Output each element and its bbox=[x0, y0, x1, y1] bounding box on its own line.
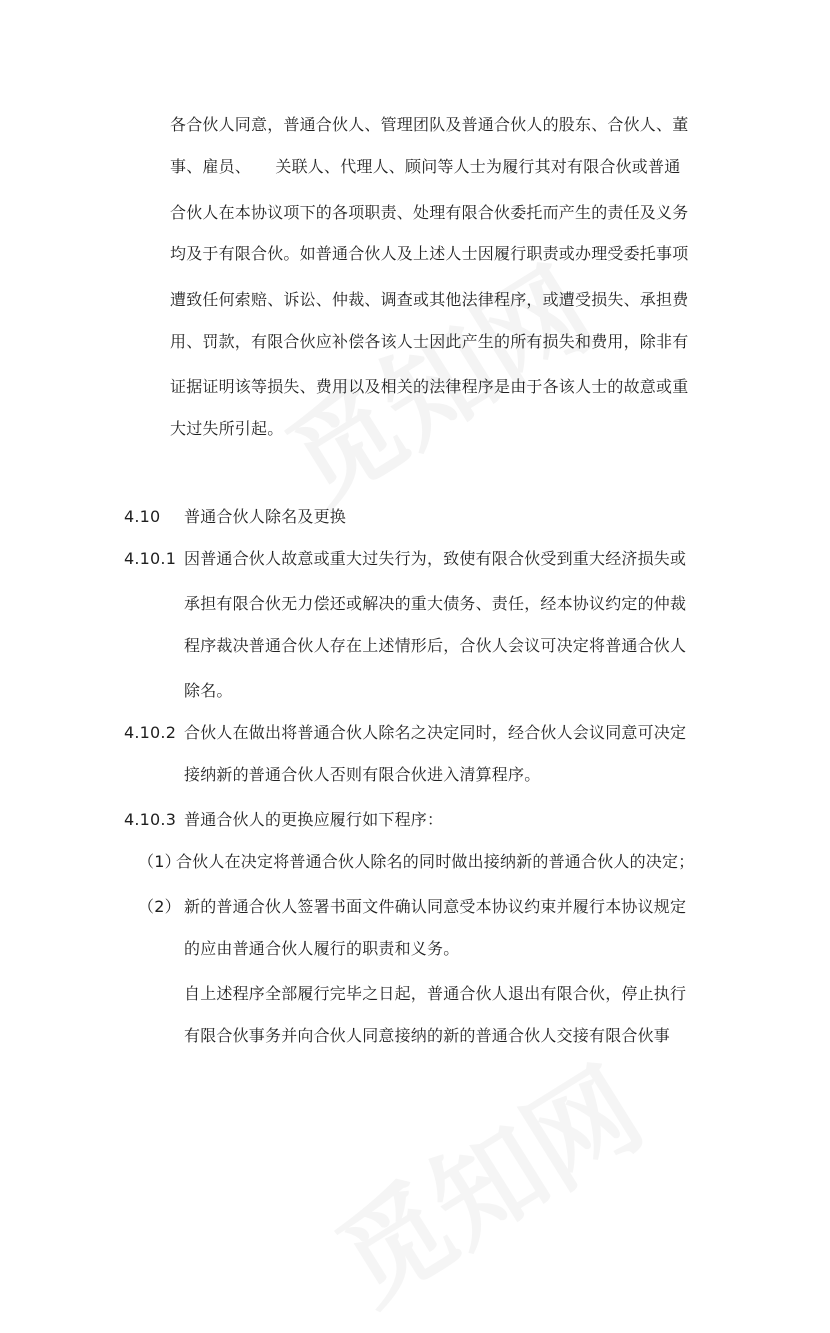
paragraph-line: 自上述程序全部履行完毕之日起，普通合伙人退出有限合伙，停止执行 bbox=[184, 984, 687, 1003]
paragraph-line: 大过失所引起。 bbox=[170, 419, 284, 438]
clause-line: 承担有限合伙无力偿还或解决的重大债务、责任，经本协议约定的仲裁 bbox=[184, 594, 687, 613]
paragraph-line: 有限合伙事务并向合伙人同意接纳的新的普通合伙人交接有限合伙事 bbox=[184, 1026, 671, 1045]
paragraph-line: 均及于有限合伙。如普通合伙人及上述人士因履行职责或办理受委托事项 bbox=[170, 244, 689, 263]
clause-line: 普通合伙人的更换应履行如下程序： bbox=[184, 810, 444, 829]
list-item-line: 新的普通合伙人签署书面文件确认同意受本协议约束并履行本协议规定 bbox=[184, 897, 687, 916]
clause-number: 4.10.3 bbox=[124, 810, 177, 829]
paragraph-line: 证据证明该等损失、费用以及相关的法律程序是由于各该人士的故意或重 bbox=[170, 377, 689, 396]
clause-line: 接纳新的普通合伙人否则有限合伙进入清算程序。 bbox=[184, 765, 541, 784]
clause-number: 4.10.2 bbox=[124, 723, 177, 742]
clause-number: 4.10.1 bbox=[124, 549, 177, 568]
list-item-number: （2） bbox=[138, 897, 181, 916]
list-item-line: 合伙人在决定将普通合伙人除名的同时做出接纳新的普通合伙人的决定； bbox=[176, 852, 695, 871]
list-item-number: （1） bbox=[138, 852, 181, 871]
clause-line: 因普通合伙人故意或重大过失行为，致使有限合伙受到重大经济损失或 bbox=[184, 549, 687, 568]
paragraph-line: 各合伙人同意，普通合伙人、管理团队及普通合伙人的股东、合伙人、董 bbox=[170, 115, 689, 134]
paragraph-line: 用、罚款，有限合伙应补偿各该人士因此产生的所有损失和费用，除非有 bbox=[170, 332, 689, 351]
clause-line: 程序裁决普通合伙人存在上述情形后，合伙人会议可决定将普通合伙人 bbox=[184, 636, 687, 655]
list-item-line: 的应由普通合伙人履行的职责和义务。 bbox=[184, 939, 460, 958]
paragraph-line: 合伙人在本协议项下的各项职责、处理有限合伙委托而产生的责任及义务 bbox=[170, 203, 689, 222]
clause-line: 合伙人在做出将普通合伙人除名之决定同时，经合伙人会议同意可决定 bbox=[184, 723, 687, 742]
clause-line: 除名。 bbox=[184, 681, 233, 700]
watermark bbox=[303, 1025, 667, 1333]
section-number: 4.10 bbox=[124, 507, 161, 526]
section-title: 普通合伙人除名及更换 bbox=[184, 507, 347, 526]
paragraph-line: 事、雇员、 关联人、代理人、顾问等人士为履行其对有限合伙或普通 bbox=[170, 157, 681, 176]
paragraph-line: 遭致任何索赔、诉讼、仲裁、调查或其他法律程序，或遭受损失、承担费 bbox=[170, 290, 689, 309]
